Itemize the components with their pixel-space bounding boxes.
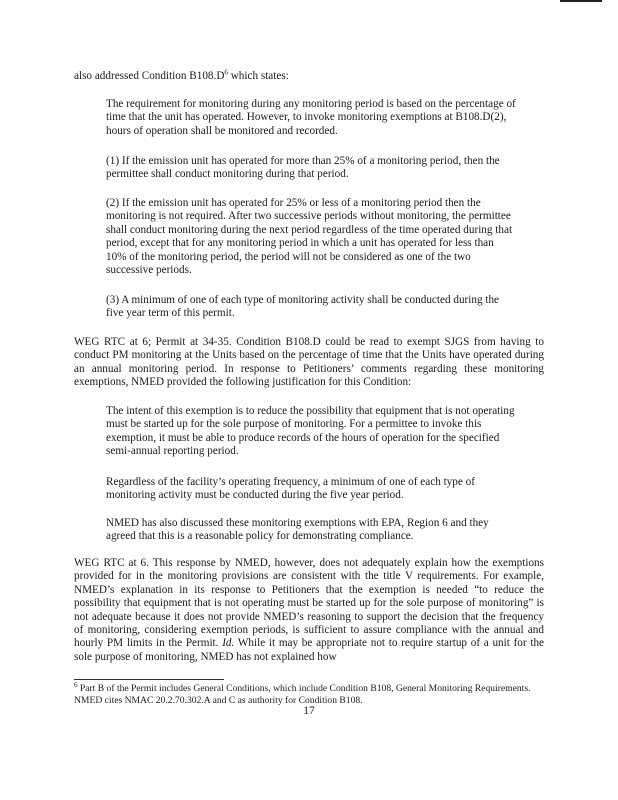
footnote: $^6$ Part B of the Permit includes General Conditions, which include Condition B108, General Monitoring Requirements. NMED cites NMAC 20.2.70.302.A and C as authority for Condition B108.	[74, 680, 531, 706]
quote-paragraph: (1) If the emission unit has operated for more than 25% of a monitoring period, then the permittee shall conduct monitoring during that period.	[106, 155, 500, 181]
footnote-rule	[74, 679, 224, 680]
intro-line: also addressed Condition $B108.D^6$ which states:	[74, 68, 289, 82]
quote-paragraph: (2) If the emission unit has operated for 25% or less of a monitoring period then the monitoring is not required. After two successive periods without monitoring, the permittee shall conduct monitoring during the next period regardless of the time operated during that period, except that for any monitoring period in which a unit has operated for less than 10% of the monitoring period, the period will not be considered as one of the two successive periods.	[106, 197, 513, 277]
quote-paragraph: NMED has also discussed these monitoring exemptions with EPA, Region 6 and they agreed that this is a reasonable policy for demonstrating compliance.	[106, 517, 489, 543]
quote-paragraph: (3) A minimum of one of each type of monitoring activity shall be conducted during the five year term of this permit.	[106, 294, 500, 320]
body-paragraph: WEG RTC at 6; Permit at 34-35. Condition B108.D could be read to exempt SJGS from having to conduct PM monitoring at the Units based on the percentage of time that the Units have operated during an annual monitoring period. In response to Petitioners’ comments regarding these monitoring exemptions, NMED provided the following justification for this Condition:	[74, 336, 544, 389]
quote-paragraph: Regardless of the facility’s operating frequency, a minimum of one of each type of monitoring activity must be conducted during the five year period.	[106, 476, 475, 502]
header-rule	[560, 0, 602, 2]
footnote-mark: 6	[74, 680, 78, 689]
quote-paragraph: The requirement for monitoring during any monitoring period is based on the percentage of time that the unit has operated. However, to invoke monitoring exemptions at B108.D(2), hours of operation shall be monitored and recorded.	[106, 98, 516, 137]
body-paragraph: WEG RTC at 6. This response by NMED, however, does not adequately explain how the exemptions provided for in the monitoring provisions are consistent with the title V requirements. For example, NMED’s explanation in its response to Petitioners that the exemption is needed “to reduce the possibility that equipment that is not operating must be started up for the sole purpose of monitoring” is not adequate because it does not provide NMED’s reasoning to support the decision that the frequency of monitoring, considering exemption periods, is sufficient to assure compliance with the annual and hourly PM limits in the Permit. Id. While it may be appropriate not to require startup of a unit for the sole purpose of monitoring, NMED has not explained how	[74, 557, 544, 663]
footnote-ref[interactable]: 6	[224, 68, 228, 77]
page-number: 17	[303, 705, 315, 717]
quote-paragraph: The intent of this exemption is to reduce the possibility that equipment that is not operating must be started up for the sole purpose of monitoring. For a permittee to invoke this exemption, it must be able to produce records of the hours of operation for the specified semi-annual reporting period.	[106, 405, 515, 458]
